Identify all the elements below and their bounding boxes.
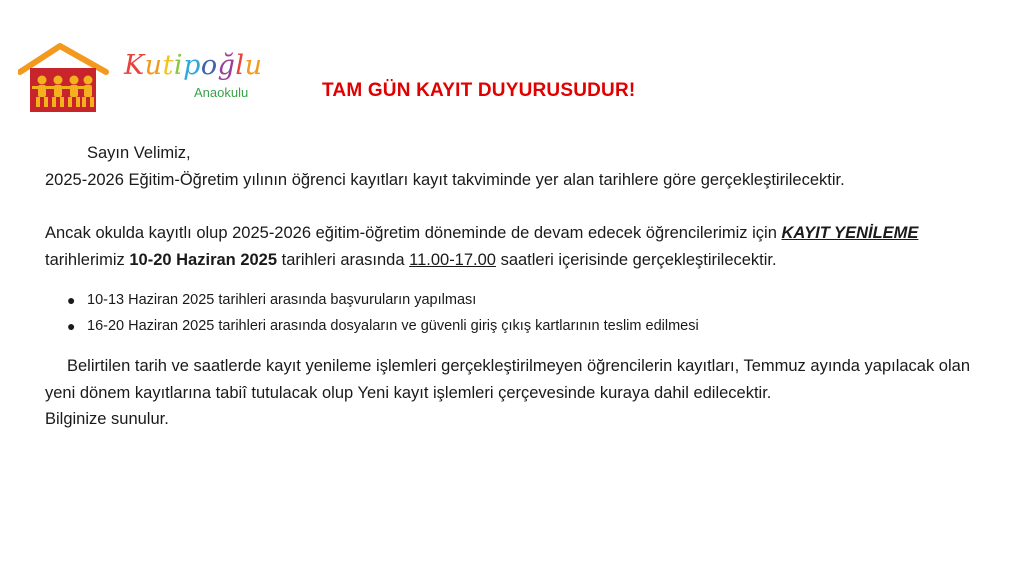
brand-sub-label: Anaokulu <box>194 85 249 100</box>
list-item: ● 10-13 Haziran 2025 tarihleri arasında başvuruların yapılması <box>45 287 985 313</box>
list-item: ● 16-20 Haziran 2025 tarihleri arasında dosyaların ve güvenli giriş çıkış kartlarının teslim edilmesi <box>45 313 985 339</box>
brand-letter: K <box>124 50 145 81</box>
brand-letter: u <box>244 50 263 81</box>
paragraph-2-mid-2: tarihleri arasında <box>277 250 410 269</box>
brand-letter: l <box>235 50 245 81</box>
bullet-icon: ● <box>67 318 76 334</box>
renewal-dates: 10-20 Haziran 2025 <box>129 250 278 269</box>
bullet-icon: ● <box>67 292 76 308</box>
bullet-list <box>45 287 985 339</box>
brand-letter: t <box>162 50 174 81</box>
paragraph-2-start: Ancak okulda kayıtlı olup 2025-2026 eğitim-öğretim döneminde de devam edecek öğrencilerimiz için <box>45 224 777 242</box>
brand-letter: i <box>173 50 184 81</box>
paragraph-3: Belirtilen tarih ve saatlerde kayıt yenileme işlemleri gerçekleştirilmeyen öğrencilerin kayıtları, Temmuz ayında yapılacak olan yeni dönem kayıtlarına tabiî tutulacak olup Yeni kayıt işlemleri çerçevesinde kuraya dahil edilecektir. <box>45 357 971 402</box>
house-with-children-icon <box>18 40 118 118</box>
renewal-highlight: KAYIT YENİLEME <box>781 224 919 242</box>
greeting: Sayın Velimiz, <box>87 144 191 162</box>
brand-letter: p <box>183 50 201 81</box>
announcement-title: TAM GÜN KAYIT DUYURUSUDUR! <box>322 80 636 101</box>
brand-letter: u <box>144 50 163 81</box>
brand-letter: o <box>200 50 218 81</box>
paragraph-2-mid-1: tarihlerimiz <box>45 250 130 269</box>
closing-line: Bilginize sunulur. <box>45 410 169 428</box>
brand-name <box>124 50 262 81</box>
paragraph-2-end: saatleri içerisinde gerçekleştirilecektir. <box>495 250 777 269</box>
brand-letter: ğ <box>217 50 236 81</box>
announcement-body <box>45 140 985 433</box>
renewal-hours: 11.00-17.00 <box>409 250 496 269</box>
school-logo <box>18 40 278 118</box>
paragraph-1: 2025-2026 Eğitim-Öğretim yılının öğrenci kayıtları kayıt takviminde yer alan tarihlere göre gerçekleştirilecektir. <box>45 170 845 189</box>
paragraph-2 <box>45 220 985 273</box>
